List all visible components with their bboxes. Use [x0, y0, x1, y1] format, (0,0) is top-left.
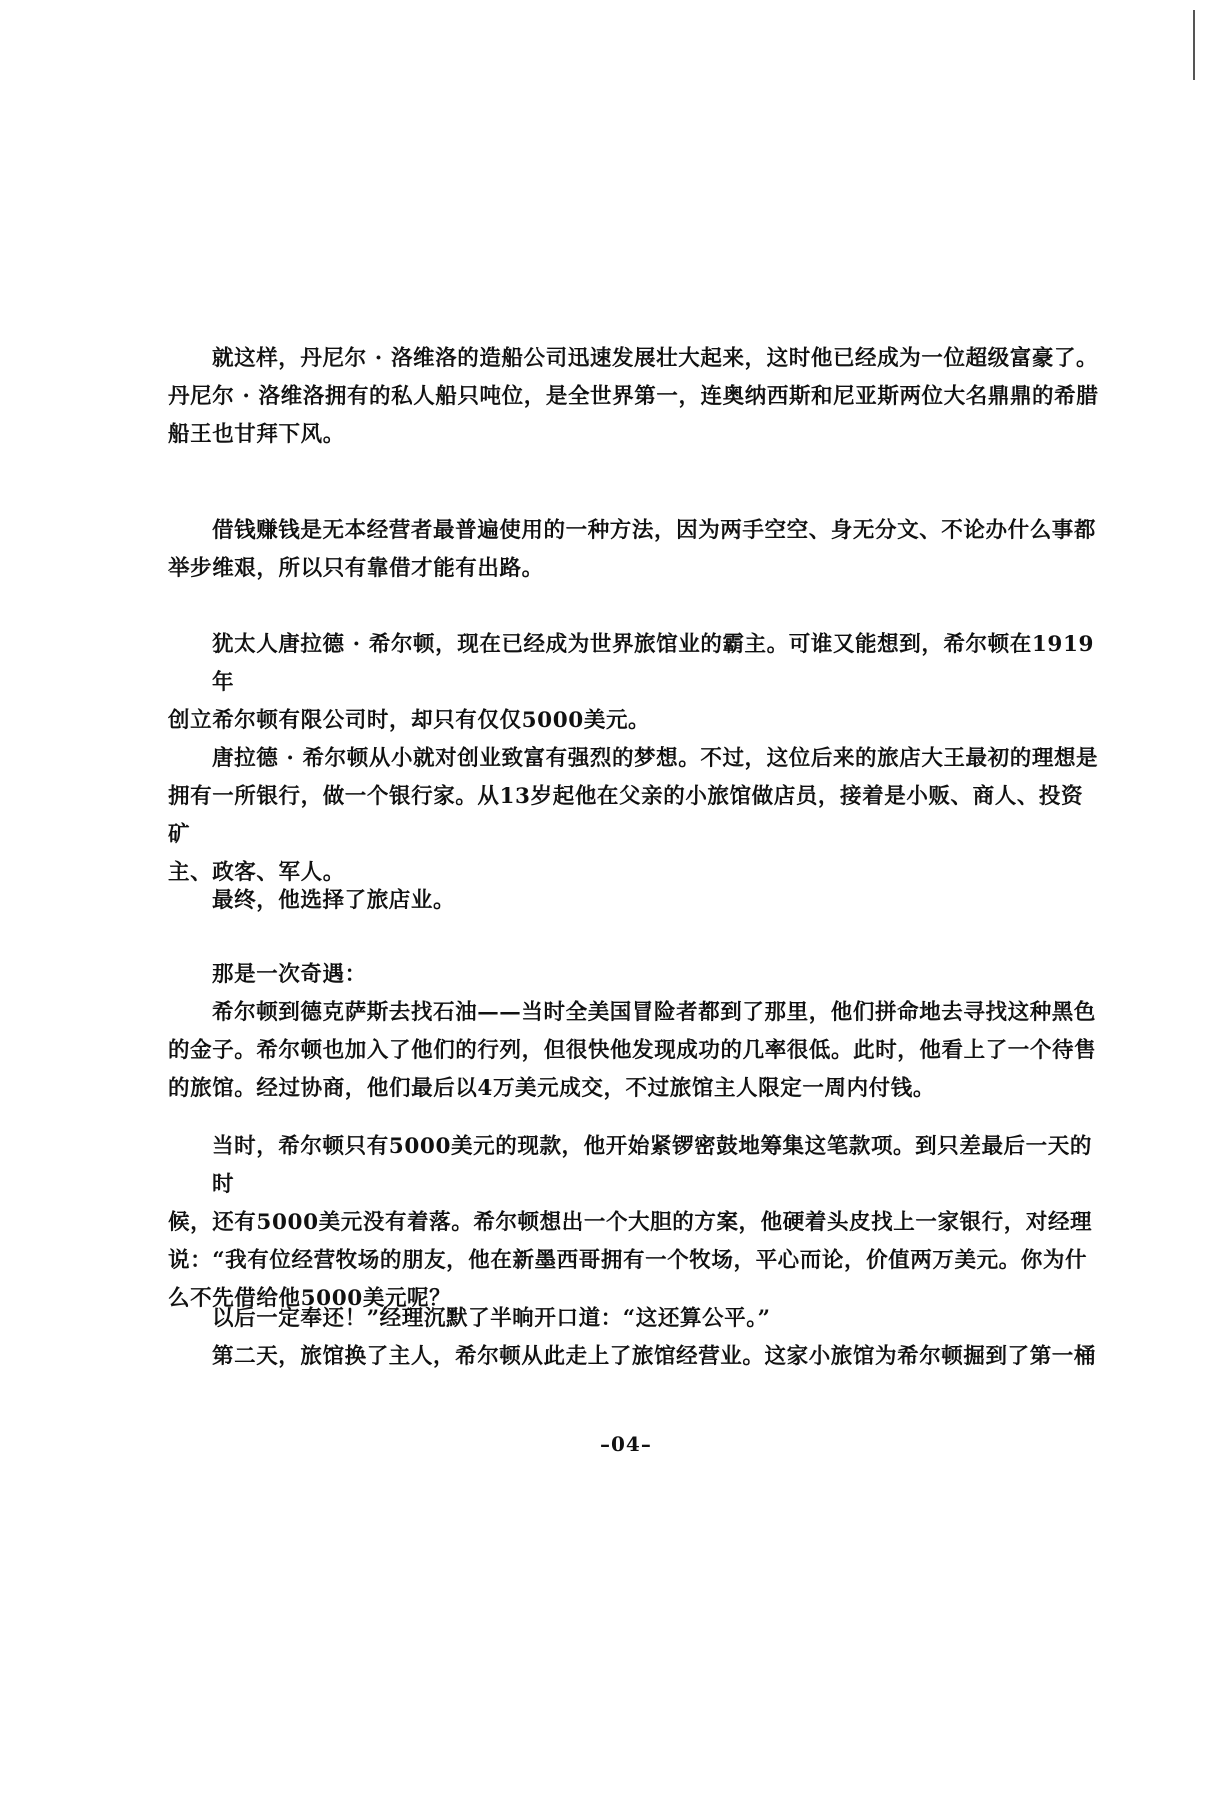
- text-line: 借钱赚钱是无本经营者最普遍使用的一种方法，因为两手空空、身无分文、不论办什么事都: [212, 518, 1097, 543]
- text-line: 以后一定奉还！”经理沉默了半晌开口道：“这还算公平。”: [212, 1306, 771, 1331]
- text-line: 最终，他选择了旅店业。: [212, 888, 456, 913]
- text-line: 的金子。希尔顿也加入了他们的行列，但很快他发现成功的几率很低。此时，他看上了一个待售: [168, 1038, 1097, 1063]
- text-line: 主、政客、军人。: [168, 860, 345, 885]
- text-line: 丹尼尔 · 洛维洛拥有的私人船只吨位，是全世界第一，连奥纳西斯和尼亚斯两位大名鼎鼎的希腊: [168, 384, 1099, 409]
- text-line: 犹太人唐拉德 · 希尔顿，现在已经成为世界旅馆业的霸主。可谁又能想到，希尔顿在1919年: [212, 632, 1095, 695]
- scan-edge-mark: [1193, 10, 1195, 80]
- paragraph-1: [168, 340, 1103, 454]
- paragraph-5: [168, 882, 1103, 920]
- paragraph-4: [168, 740, 1103, 892]
- page-number: –04–: [600, 1432, 652, 1456]
- paragraph-8: [168, 1300, 1103, 1376]
- text-line: 当时，希尔顿只有5000美元的现款，他开始紧锣密鼓地筹集这笔款项。到只差最后一天的时: [212, 1134, 1092, 1197]
- paragraph-2: [168, 512, 1103, 588]
- text-line: 候，还有5000美元没有着落。希尔顿想出一个大胆的方案，他硬着头皮找上一家银行，对经理: [168, 1210, 1093, 1235]
- paragraph-6: [168, 956, 1103, 1108]
- text-line: 希尔顿到德克萨斯去找石油——当时全美国冒险者都到了那里，他们拼命地去寻找这种黑色: [212, 1000, 1097, 1025]
- paragraph-7: [168, 1128, 1103, 1318]
- text-line: 创立希尔顿有限公司时，却只有仅仅5000美元。: [168, 708, 651, 733]
- text-line: 举步维艰，所以只有靠借才能有出路。: [168, 556, 544, 581]
- text-line: 拥有一所银行，做一个银行家。从13岁起他在父亲的小旅馆做店员，接着是小贩、商人、投资矿: [168, 784, 1084, 847]
- text-line: 的旅馆。经过协商，他们最后以4万美元成交，不过旅馆主人限定一周内付钱。: [168, 1076, 935, 1101]
- text-line: 第二天，旅馆换了主人，希尔顿从此走上了旅馆经营业。这家小旅馆为希尔顿掘到了第一桶: [212, 1344, 1097, 1369]
- text-line: 船王也甘拜下风。: [168, 422, 345, 447]
- text-line: 唐拉德 · 希尔顿从小就对创业致富有强烈的梦想。不过，这位后来的旅店大王最初的理想是: [212, 746, 1099, 771]
- text-line: 说：“我有位经营牧场的朋友，他在新墨西哥拥有一个牧场，平心而论，价值两万美元。你为什: [168, 1248, 1088, 1273]
- text-line: 么不先借给他5000美元呢？: [168, 1286, 452, 1311]
- paragraph-3: [168, 626, 1103, 740]
- text-line: 那是一次奇遇：: [212, 962, 367, 987]
- text-line: 就这样，丹尼尔 · 洛维洛的造船公司迅速发展壮大起来，这时他已经成为一位超级富豪了。: [212, 346, 1099, 371]
